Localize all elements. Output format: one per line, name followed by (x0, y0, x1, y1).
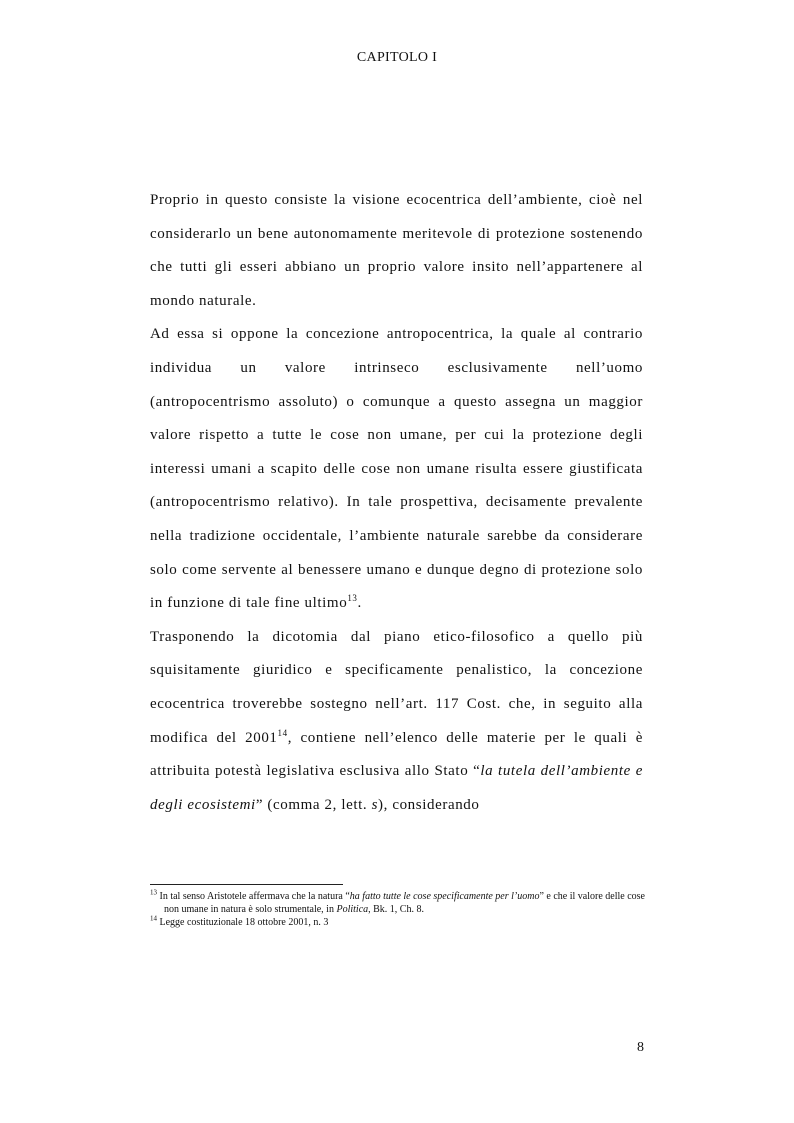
footnote-number: 13 (150, 888, 157, 897)
footnote-text: , Bk. 1, Ch. 8. (368, 904, 424, 915)
footnote-text: ” e che il valore delle cose non umane in natura è solo strumentale, in (164, 891, 645, 915)
paragraph-text: ), considerando (378, 796, 480, 813)
paragraph-text: Trasponendo la dicotomia dal piano etico-filosofico a quello più squisitamente giuridico e specificamente penalistico, la concezione ecocentrica troverebbe sostegno nell’art. 117 Cost. che, in seguito alla modifica del 2001 (150, 628, 643, 746)
footnote-ref-13[interactable]: 13 (347, 593, 358, 604)
footnotes (150, 890, 645, 929)
footnote-ref-14[interactable]: 14 (277, 727, 288, 738)
paragraph-text: Proprio in questo consiste la visione ecocentrica dell’ambiente, cioè nel considerarlo un bene autonomamente meritevole di protezione sostenendo che tutti gli esseri abbiano un proprio valore insito nell’appartenere al mondo naturale. (150, 192, 643, 309)
paragraph-text: Ad essa si oppone la concezione antropocentrica, la quale al contrario individua un valore intrinseco esclusivamente nell’uomo (antropocentrismo assoluto) o comunque a questo assegna un maggior valore rispetto a tutte le cose non umane, per cui la protezione degli interessi umani a scapito delle cose non umane risulta essere giustificata (antropocentrismo relativo). In tale prospettiva, decisamente prevalente nella tradizione occidentale, l’ambiente naturale sarebbe da considerare solo come servente al benessere umano e dunque degno di protezione solo in funzione di tale fine ultimo (150, 326, 643, 612)
paragraph-text: ” (comma 2, lett. (255, 796, 372, 813)
footnote-text: Legge costituzionale 18 ottobre 2001, n. 3 (159, 917, 329, 928)
paragraph-anthropocentric (150, 318, 643, 620)
paragraph-text: , contiene nell’elenco delle materie per le quali è attribuita potestà legislativa esclusiva allo Stato “ (150, 729, 643, 780)
body-text (150, 184, 643, 822)
footnote-work-title: Politica (336, 904, 369, 915)
paragraph-juridical (150, 621, 643, 823)
footnote-13 (150, 890, 645, 916)
italic-letter: s (371, 796, 379, 813)
footnote-separator (150, 884, 343, 885)
footnote-text: In tal senso Aristotele affermava che la natura “ (159, 891, 350, 902)
page-number: 8 (637, 1040, 644, 1055)
paragraph-ecocentric (150, 184, 643, 318)
footnote-14 (150, 916, 645, 929)
paragraph-text: . (357, 595, 362, 612)
chapter-header: CAPITOLO I (356, 50, 438, 65)
footnote-quote: ha fatto tutte le cose specificamente per l’uomo (349, 891, 540, 902)
italic-quote: la tutela dell’ambiente e degli ecosistemi (150, 763, 643, 813)
footnote-number: 14 (150, 914, 157, 923)
